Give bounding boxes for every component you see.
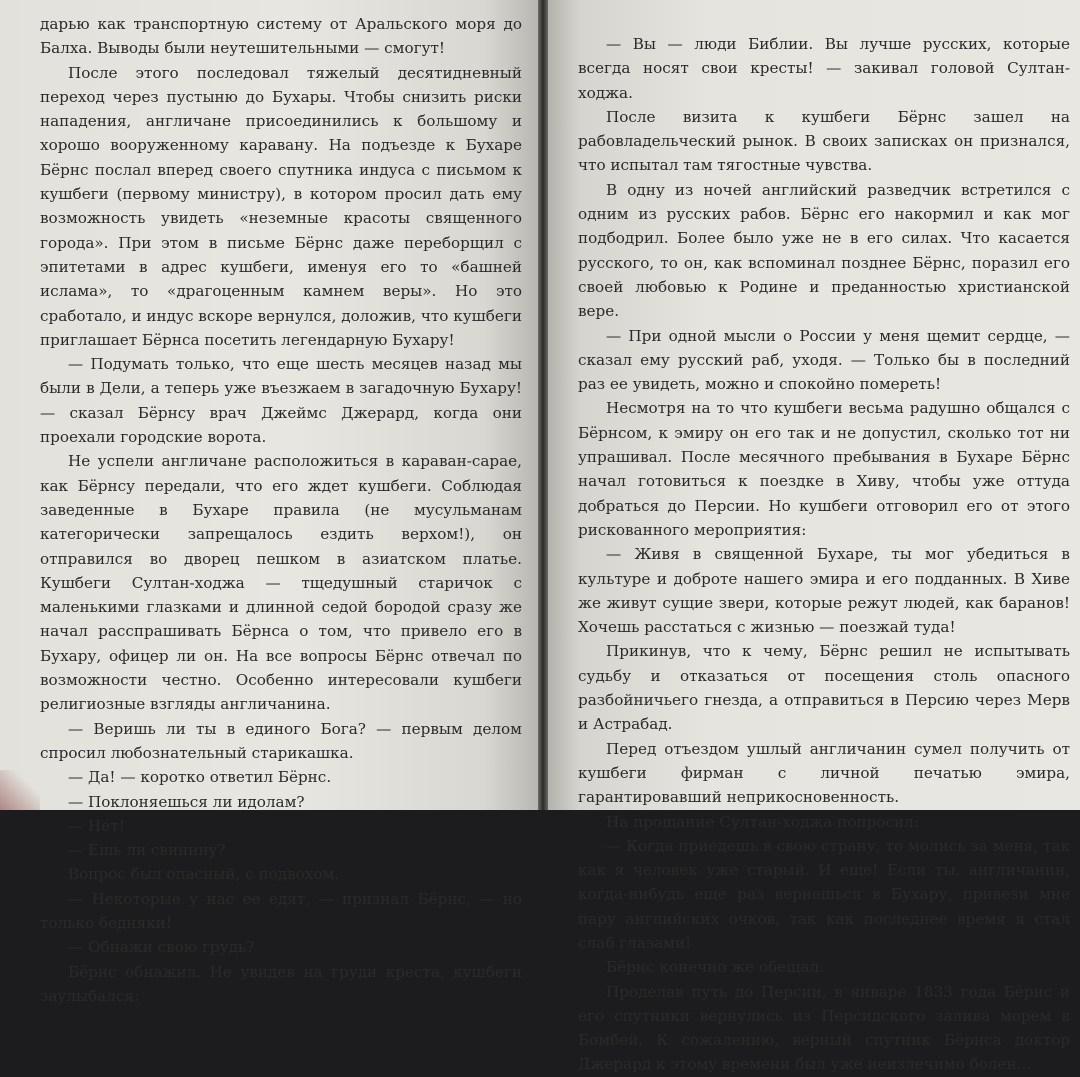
paragraph: Проделав путь до Персии, в январе 1833 года Бёрнс и его спутники вернулись из Персидского залива морем в Бомбей. К сожалению, верный спутник Бёрнса доктор Джерард к этому времени был уже неизлечимо болен... xyxy=(578,982,1070,1074)
paragraph: Бёрнс конечно же обещал. xyxy=(606,958,824,977)
paragraph: — Да! — коротко ответил Бёрнс. xyxy=(68,768,332,787)
page-corner-shadow xyxy=(0,770,40,810)
left-page-text xyxy=(40,12,522,1008)
right-page-text xyxy=(578,12,1070,1077)
paragraph: Вопрос был опасный, с подвохом. xyxy=(68,865,340,884)
paragraph: дарью как транспортную систему от Аральского моря до Балха. Выводы были неутешительными — смогут! xyxy=(40,15,522,58)
paragraph: — Поклоняешься ли идолам? xyxy=(68,792,305,811)
paragraph: — Веришь ли ты в единого Бога? — первым делом спросил любознательный старикашка. xyxy=(40,719,522,762)
right-page xyxy=(548,0,1080,1074)
paragraph: После этого последовал тяжелый десятидневный переход через пустыню до Бухары. Чтобы снизить риски нападения, англичане присоединились к большому и хорошо вооруженному каравану. На подъезде к Бухаре Бёрнс послал вперед своего спутника индуса с письмом к кушбеги (первому министру), в котором просил дать ему возможность увидеть «неземные красоты священного города». При этом в письме Бёрнс даже переборщил с эпитетами в адрес кушбеги, именуя его то «башней ислама», то «драгоценным камнем веры». Но это сработало, и индус вскоре вернулся, доложив, что кушбеги приглашает Бёрнса посетить легендарную Бухару! xyxy=(40,63,522,349)
paragraph: На прощание Султан-ходжа попросил: xyxy=(606,812,919,831)
paragraph: — Живя в священной Бухаре, ты мог убедиться в культуре и доброте нашего эмира и его подданных. В Хиве же живут сущие звери, которые режут людей, как баранов! Хочешь расстаться с жизнью — поезжай туда! xyxy=(578,545,1070,637)
paragraph: Прикинув, что к чему, Бёрнс решил не испытывать судьбу и отказаться от посещения столь опасного разбойничьего гнезда, а отправиться в Персию через Мерв и Астрабад. xyxy=(578,642,1070,734)
paragraph: — Некоторые у нас ее едят, — признал Бёрнс, — но только бедняки! xyxy=(40,889,522,932)
paragraph: В одну из ночей английский разведчик встретился с одним из русских рабов. Бёрнс его накормил и как мог подбодрил. Более было уже не в его силах. Что касается русского, то он, как вспоминал позднее Бёрнс, поразил его своей любовью к Родине и преданностью христианской вере. xyxy=(578,180,1070,321)
paragraph: Не успели англичане расположиться в караван-сарае, как Бёрнсу передали, что его ждет кушбеги. Соблюдая заведенные в Бухаре правила (не мусульманам категорически запрещалось ездить верхом!), он отправился во дворец пешком в азиатском платье. Кушбеги Султан-ходжа — тщедушный старичок с маленькими глазками и длинной седой бородой сразу же начал расспрашивать Бёрнса о том, что привело его в Бухару, офицер ли он. На все вопросы Бёрнс отвечал по возможности честно. Особенно интересовали кушбеги религиозные взгляды англичанина. xyxy=(40,452,522,714)
paragraph: Перед отъездом ушлый англичанин сумел получить от кушбеги фирман с личной печатью эмира, гарантировавший неприкосновенность. xyxy=(578,739,1070,807)
paragraph: — Обнажи свою грудь? xyxy=(68,938,255,957)
paragraph: — Подумать только, что еще шесть месяцев назад мы были в Дели, а теперь уже въезжаем в загадочную Бухару! — сказал Бёрнсу врач Джеймс Джерард, когда они проехали городские ворота. xyxy=(40,355,522,447)
paragraph: Несмотря на то что кушбеги весьма радушно общался с Бёрнсом, к эмиру он его так и не допустил, сколько тот ни упрашивал. После месячного пребывания в Бухаре Бёрнс начал готовиться к поездке в Хиву, чтобы уже оттуда добраться до Персии. Но кушбеги отговорил его от этого рискованного мероприятия: xyxy=(578,399,1070,539)
book-gutter xyxy=(538,0,548,810)
paragraph: — Ешь ли свинину? xyxy=(68,841,226,860)
left-page xyxy=(0,0,538,1005)
paragraph: — Нет! xyxy=(68,816,125,835)
paragraph: Бёрнс обнажил. Не увидев на груди креста, кушбеги заулыбался: xyxy=(40,962,522,1005)
paragraph: — При одной мысли о России у меня щемит сердце, — сказал ему русский раб, уходя. — Только бы в последний раз ее увидеть, можно и спокойно помереть! xyxy=(578,326,1070,394)
paragraph: После визита к кушбеги Бёрнс зашел на рабовладельческий рынок. В своих записках он признался, что испытал там тягостные чувства. xyxy=(578,107,1070,175)
paragraph: — Вы — люди Библии. Вы лучше русских, которые всегда носят свои кресты! — закивал головой Султан-ходжа. xyxy=(578,35,1070,102)
paragraph: — Когда приедешь в свою страну, то молись за меня, так как я человек уже старый. И еще! Если ты, англичанин, когда-нибудь еще раз вернешься в Бухару, привези мне пару английских очков, так как последнее время я стал слаб глазами! xyxy=(578,836,1070,952)
